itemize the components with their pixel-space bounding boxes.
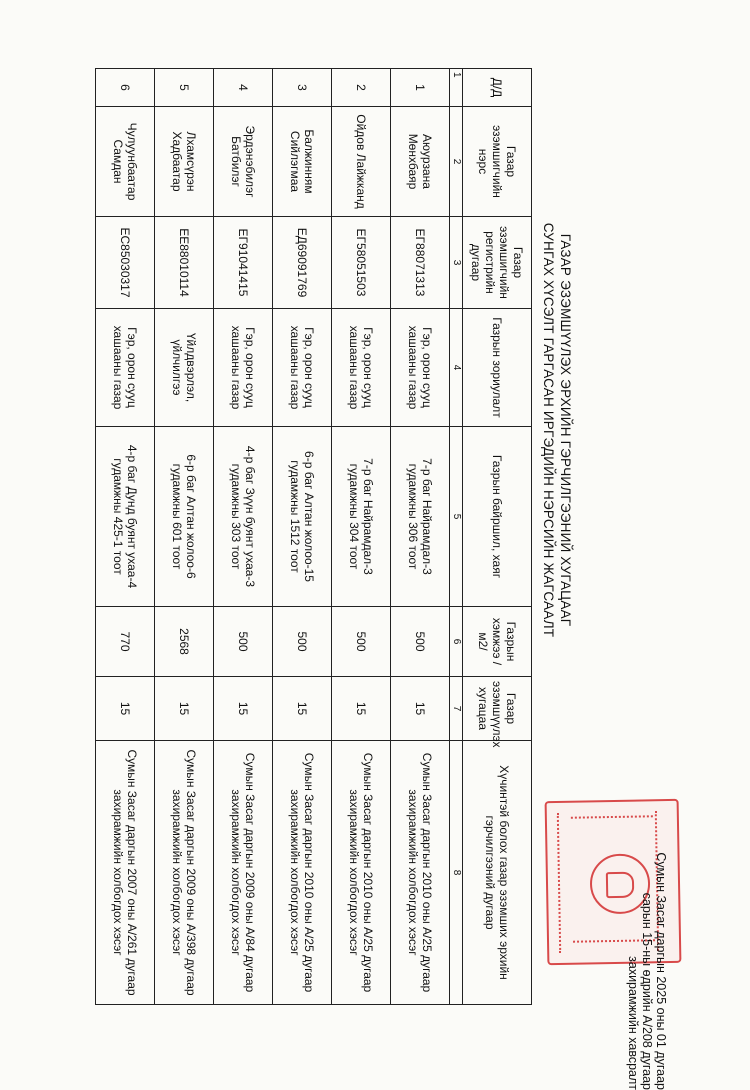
register-number: ЕГ58051503 bbox=[332, 217, 391, 309]
col-header-register: Газар эзэмшигчийн регистрийн дугаар bbox=[463, 217, 532, 309]
land-area: 500 bbox=[391, 607, 450, 677]
register-number: ЕД69091769 bbox=[273, 217, 332, 309]
col-header-location: Газрын байршил, хаяг bbox=[463, 427, 532, 607]
title-line-1: ГАЗАР ЭЗЭМШҮҮЛЭХ ЭРХИЙН ГЭРЧИЛГЭЭНИЙ ХУГАЦААГ bbox=[558, 233, 573, 627]
column-number: 2 bbox=[450, 107, 463, 217]
holder-name: Ойдов Лайжканд bbox=[332, 107, 391, 217]
column-number: 7 bbox=[450, 677, 463, 741]
column-number: 4 bbox=[450, 309, 463, 427]
certificate-reference: Сумын Засаг даргын 2010 оны А/25 дугаар захирамжийн холбогдох хэсэг bbox=[332, 741, 391, 1005]
row-index: 5 bbox=[155, 69, 214, 107]
land-area: 500 bbox=[214, 607, 273, 677]
holder-name: Чулуунбаатар Самдан bbox=[96, 107, 155, 217]
col-header-term: Газар эзэмшүүлэх хугацаа bbox=[463, 677, 532, 741]
register-number: ЕЕ88010114 bbox=[155, 217, 214, 309]
col-header-name: Газар эзэмшигчийн нэрс bbox=[463, 107, 532, 217]
column-number-row bbox=[450, 69, 463, 1005]
possession-term: 15 bbox=[214, 677, 273, 741]
table-row bbox=[96, 69, 155, 1005]
column-number: 5 bbox=[450, 427, 463, 607]
land-purpose: Үйлдвэрлэл, үйлчилгээ bbox=[155, 309, 214, 427]
certificate-reference: Сумын Засаг даргын 2010 оны А/25 дугаар захирамжийн холбогдох хэсэг bbox=[391, 741, 450, 1005]
applicants-table bbox=[95, 68, 532, 1005]
land-purpose: Гэр, орон сууц хашааны газар bbox=[391, 309, 450, 427]
possession-term: 15 bbox=[155, 677, 214, 741]
register-number: ЕС85030317 bbox=[96, 217, 155, 309]
row-index: 2 bbox=[332, 69, 391, 107]
possession-term: 15 bbox=[391, 677, 450, 741]
column-number: 1 bbox=[450, 69, 463, 107]
land-location: 7-р баг Найрамдал-3 гудамжны 304 тоот bbox=[332, 427, 391, 607]
land-location: 6-р баг Алтан жолоо-15 гудамжны 1512 тоот bbox=[273, 427, 332, 607]
land-purpose: Гэр, орон сууц хашааны газар bbox=[214, 309, 273, 427]
land-purpose: Гэр, орон сууц хашааны газар bbox=[273, 309, 332, 427]
land-location: 7-р баг Найрамдал-3 гудамжны 306 тоот bbox=[391, 427, 450, 607]
land-location: 4-р баг Зүүн буянт ухаа-3 гудамжны 303 тоот bbox=[214, 427, 273, 607]
holder-name: Балжинням Сийлэгмаа bbox=[273, 107, 332, 217]
annex-reference bbox=[626, 760, 668, 1090]
register-number: ЕГ88071313 bbox=[391, 217, 450, 309]
column-number: 3 bbox=[450, 217, 463, 309]
stamp-script-bottom bbox=[557, 813, 575, 953]
certificate-reference: Сумын Засаг даргын 2009 оны А/398 дугаар захирамжийн холбогдох хэсэг bbox=[155, 741, 214, 1005]
col-header-certificate: Хүчинтэй болох газар эзэмших эрхийн гэрчилгээний дугаар bbox=[463, 741, 532, 1005]
table-row bbox=[391, 69, 450, 1005]
possession-term: 15 bbox=[96, 677, 155, 741]
possession-term: 15 bbox=[332, 677, 391, 741]
certificate-reference: Сумын Засаг даргын 2010 оны А/25 дугаар захирамжийн холбогдох хэсэг bbox=[273, 741, 332, 1005]
holder-name: Лхамсүрэн Хадбаатар bbox=[155, 107, 214, 217]
table-header-row bbox=[463, 69, 532, 1005]
col-header-index: Д/Д bbox=[463, 69, 532, 107]
annex-reference-line-3: захирамжийн хавсралт bbox=[626, 956, 640, 1090]
land-purpose: Гэр, орон сууц хашааны газар bbox=[96, 309, 155, 427]
col-header-purpose: Газрын зориулалт bbox=[463, 309, 532, 427]
row-index: 6 bbox=[96, 69, 155, 107]
land-area: 500 bbox=[332, 607, 391, 677]
annex-reference-line-1: Сумын Засаг даргын 2025 оны 01 дугаар bbox=[654, 852, 668, 1090]
land-location: 6-р баг Алтан жолоо-6 гудамжны 601 тоот bbox=[155, 427, 214, 607]
col-header-area: Газрын хэмжээ / м2/ bbox=[463, 607, 532, 677]
holder-name: Эрдэнэбилэг Батбилэг bbox=[214, 107, 273, 217]
row-index: 1 bbox=[391, 69, 450, 107]
land-location: 4-р баг Дунд буянт ухаа-4 гудамжны 425-1 тоот bbox=[96, 427, 155, 607]
land-area: 500 bbox=[273, 607, 332, 677]
possession-term: 15 bbox=[273, 677, 332, 741]
table-row bbox=[332, 69, 391, 1005]
land-purpose: Гэр, орон сууц хашааны газар bbox=[332, 309, 391, 427]
table-row bbox=[214, 69, 273, 1005]
certificate-reference: Сумын Засаг даргын 2007 оны А/261 дугаар захирамжийн холбогдох хэсэг bbox=[96, 741, 155, 1005]
column-number: 8 bbox=[450, 741, 463, 1005]
document-title bbox=[540, 70, 574, 790]
certificate-reference: Сумын Засаг даргын 2009 оны А/84 дугаар захирамжийн холбогдох хэсэг bbox=[214, 741, 273, 1005]
title-line-2: СУНГАХ ХҮСЭЛТ ГАРГАСАН ИРГЭДИЙН НЭРСИЙН ЖАГСААЛТ bbox=[541, 222, 556, 638]
land-area: 2568 bbox=[155, 607, 214, 677]
table-row bbox=[273, 69, 332, 1005]
land-area: 770 bbox=[96, 607, 155, 677]
row-index: 3 bbox=[273, 69, 332, 107]
table-row bbox=[155, 69, 214, 1005]
annex-reference-line-2: сарын 15-ны өдрийн А/208 дугаар bbox=[640, 892, 654, 1090]
row-index: 4 bbox=[214, 69, 273, 107]
register-number: ЕГ91041415 bbox=[214, 217, 273, 309]
holder-name: Аюурзана Мөнхбаяр bbox=[391, 107, 450, 217]
column-number: 6 bbox=[450, 607, 463, 677]
